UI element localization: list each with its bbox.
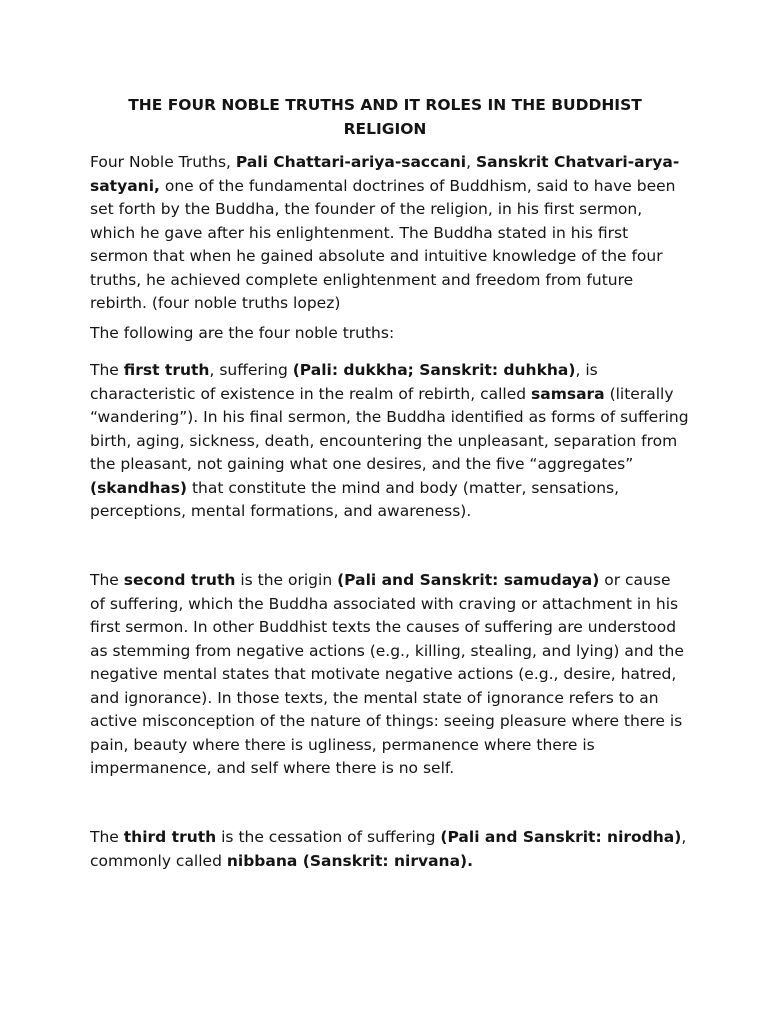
first-text-1: The [90, 361, 124, 379]
third-truth-label: third truth [123, 828, 217, 846]
first-truth-label: first truth [123, 361, 210, 379]
document-title [90, 94, 680, 141]
intro-text-1: Four Noble Truths, [90, 153, 236, 171]
second-truth-terms: (Pali and Sanskrit: samudaya) [337, 571, 600, 589]
first-text-4: (literally “wandering”). In his final sermon, the Buddha identified as forms of suffering birth, aging, sickness, death, encountering the unpleasant, separation from the pleasant, not gaining what one desires, and the five “aggregates” [90, 384, 689, 473]
intro-sanskrit-term: Sanskrit Chatvari-arya-satyani, [90, 153, 680, 195]
title-line-2: RELIGION [343, 119, 427, 138]
third-text-2: is the cessation of suffering [216, 828, 441, 846]
intro-pali-term: Pali Chattari-ariya-saccani [235, 153, 467, 171]
intro-text-2: , [466, 153, 476, 171]
nibbana-term: nibbana (Sanskrit: nirvana). [226, 851, 474, 870]
second-text-1: The [90, 571, 124, 589]
third-truth-paragraph [90, 826, 690, 873]
following-line: The following are the four noble truths: [90, 324, 395, 342]
second-text-2: is the origin [235, 571, 338, 589]
intro-paragraph [90, 151, 690, 316]
first-text-5: that constitute the mind and body (matter, sensations, perceptions, mental formations, and awareness). [90, 478, 620, 520]
first-truth-paragraph [90, 359, 690, 524]
third-text-3: , commonly called [90, 828, 687, 870]
first-truth-terms: (Pali: dukkha; Sanskrit: duhkha) [292, 361, 576, 379]
intro-text-3: one of the fundamental doctrines of Buddhism, said to have been set forth by the Buddha, the founder of the religion, in his first sermon, which he gave after his enlightenment. The Buddha stated in his first sermon that when he gained absolute and intuitive knowledge of the four truths, he achieved complete enlightenment and freedom from future rebirth. (four noble truths lopez) [90, 176, 676, 312]
second-truth-label: second truth [123, 571, 236, 589]
second-truth-paragraph [90, 569, 690, 781]
title-line-1: THE FOUR NOBLE TRUTHS AND IT ROLES IN THE BUDDHIST [128, 96, 642, 114]
second-text-3: or cause of suffering, which the Buddha associated with craving or attachment in his first sermon. In other Buddhist texts the causes of suffering are understood as stemming from negative actions (e.g., killing, stealing, and lying) and the negative mental states that motivate negative actions (e.g., desire, hatred, and ignorance). In those texts, the mental state of ignorance refers to an active misconception of the nature of things: seeing pleasure where there is pain, beauty where there is ugliness, permanence where there is impermanence, and self where there is no self. [90, 571, 684, 777]
skandhas-term: (skandhas) [90, 478, 188, 497]
third-truth-terms: (Pali and Sanskrit: nirodha) [440, 828, 682, 846]
third-text-1: The [90, 828, 124, 846]
samsara-term: samsara [531, 384, 605, 403]
first-text-3: , is characteristic of existence in the realm of rebirth, called [90, 361, 598, 403]
first-text-2: , suffering [209, 361, 293, 379]
